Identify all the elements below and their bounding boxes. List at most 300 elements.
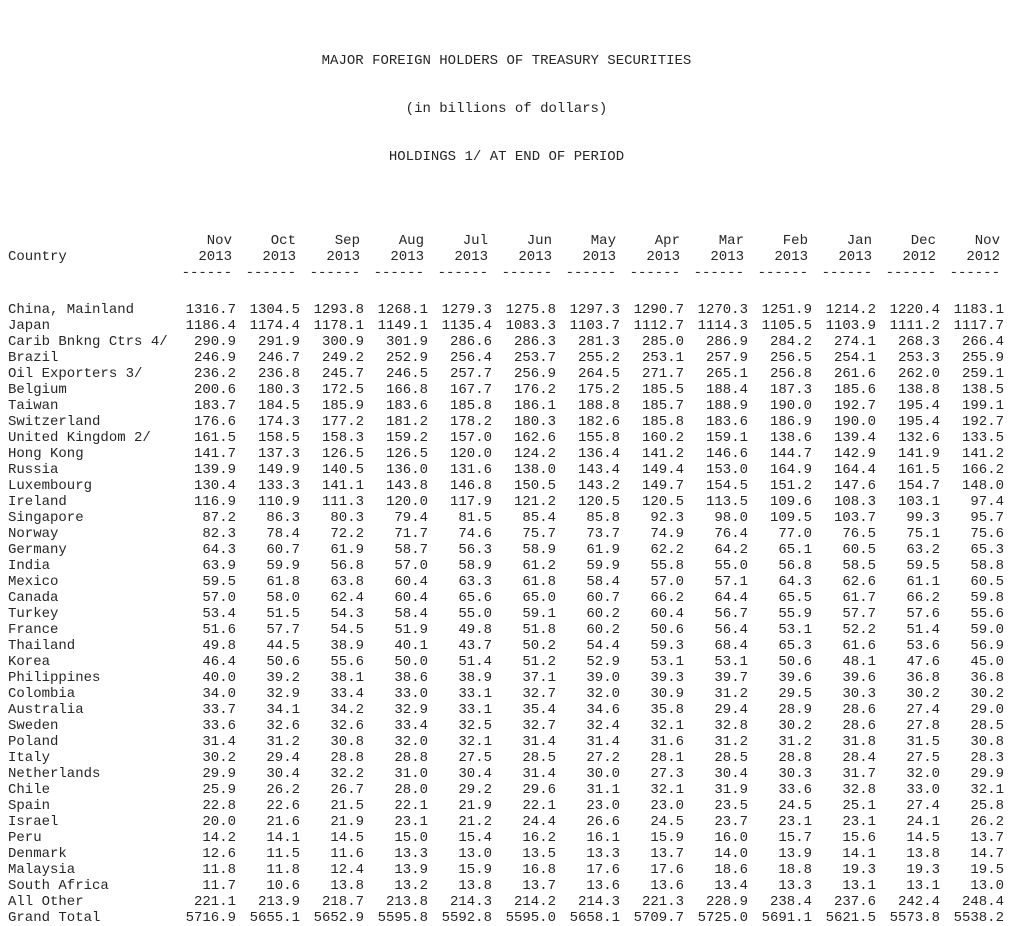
value-cell: 79.4 [394,510,428,526]
value-cell: 120.5 [641,494,684,510]
value-cell: 53.4 [202,606,236,622]
value-cell: 60.5 [970,574,1004,590]
value-cell: 1178.1 [313,318,364,334]
value-cell: 61.8 [522,574,556,590]
value-cell: 181.2 [385,414,428,430]
country-cell: Singapore [8,510,84,526]
value-cell: 17.6 [586,862,620,878]
value-cell: 60.5 [842,542,876,558]
table-row [0,734,1013,750]
country-cell: Switzerland [8,414,101,430]
value-cell: 26.2 [266,782,300,798]
value-cell: 32.6 [266,718,300,734]
value-cell: 63.9 [202,558,236,574]
value-cell: 61.9 [330,542,364,558]
value-cell: 264.5 [577,366,620,382]
column-separator: ------ [821,265,872,281]
column-separator: ------ [309,265,360,281]
value-cell: 32.8 [842,782,876,798]
column-separator: ------ [437,265,488,281]
value-cell: 213.9 [257,894,300,910]
table-row [0,878,1013,894]
country-cell: Israel [8,814,59,830]
value-cell: 286.6 [449,334,492,350]
value-cell: 30.4 [458,766,492,782]
value-cell: 60.2 [586,606,620,622]
value-cell: 281.3 [577,334,620,350]
value-cell: 111.3 [321,494,364,510]
value-cell: 17.6 [650,862,684,878]
value-cell: 176.6 [193,414,236,430]
value-cell: 31.5 [906,734,940,750]
value-cell: 33.4 [330,686,364,702]
value-cell: 183.7 [193,398,236,414]
value-cell: 13.9 [394,862,428,878]
table-row [0,574,1013,590]
column-separator: ------ [181,265,232,281]
value-cell: 65.5 [778,590,812,606]
value-cell: 40.0 [202,670,236,686]
value-cell: 57.7 [266,622,300,638]
value-cell: 11.7 [202,878,236,894]
value-cell: 55.0 [458,606,492,622]
value-cell: 25.1 [842,798,876,814]
value-cell: 14.0 [714,846,748,862]
value-cell: 13.3 [586,846,620,862]
value-cell: 14.7 [970,846,1004,862]
value-cell: 183.6 [705,414,748,430]
value-cell: 5655.1 [249,910,300,926]
value-cell: 51.8 [522,622,556,638]
country-cell: Sweden [8,718,59,734]
value-cell: 161.5 [193,430,236,446]
value-cell: 59.8 [970,590,1004,606]
value-cell: 31.2 [778,734,812,750]
value-cell: 55.8 [650,558,684,574]
value-cell: 13.6 [650,878,684,894]
value-cell: 29.2 [458,782,492,798]
value-cell: 24.5 [650,814,684,830]
value-cell: 1105.5 [761,318,812,334]
table-row [0,430,1013,446]
value-cell: 24.1 [906,814,940,830]
value-cell: 27.5 [906,750,940,766]
value-cell: 1114.3 [697,318,748,334]
value-cell: 97.4 [970,494,1004,510]
value-cell: 27.4 [906,798,940,814]
value-cell: 141.7 [193,446,236,462]
title-line-1: MAJOR FOREIGN HOLDERS OF TREASURY SECURITIES [321,53,692,69]
value-cell: 23.1 [394,814,428,830]
value-cell: 63.2 [906,542,940,558]
country-cell: Korea [8,654,51,670]
value-cell: 61.1 [906,574,940,590]
column-year-label: 2013 [646,249,680,265]
value-cell: 175.2 [577,382,620,398]
value-cell: 31.4 [522,766,556,782]
value-cell: 238.4 [769,894,812,910]
value-cell: 65.1 [778,542,812,558]
value-cell: 27.2 [586,750,620,766]
value-cell: 166.2 [961,462,1004,478]
value-cell: 26.7 [330,782,364,798]
value-cell: 65.6 [458,590,492,606]
value-cell: 214.3 [449,894,492,910]
value-cell: 61.2 [522,558,556,574]
value-cell: 65.3 [970,542,1004,558]
table-row [0,318,1013,334]
value-cell: 65.0 [522,590,556,606]
country-cell: Australia [8,702,84,718]
table-row [0,830,1013,846]
table-row [0,718,1013,734]
value-cell: 53.6 [906,638,940,654]
value-cell: 259.1 [961,366,1004,382]
value-cell: 34.2 [330,702,364,718]
value-cell: 286.9 [705,334,748,350]
column-month-label: Oct [270,233,296,249]
value-cell: 29.0 [970,702,1004,718]
value-cell: 37.1 [522,670,556,686]
value-cell: 155.8 [577,430,620,446]
table-row [0,446,1013,462]
value-cell: 33.0 [394,686,428,702]
value-cell: 21.6 [266,814,300,830]
value-cell: 246.7 [257,350,300,366]
value-cell: 103.7 [833,510,876,526]
value-cell: 136.4 [577,446,620,462]
value-cell: 285.0 [641,334,684,350]
value-cell: 141.2 [641,446,684,462]
country-cell: Denmark [8,846,67,862]
value-cell: 85.8 [586,510,620,526]
value-cell: 180.3 [513,414,556,430]
value-cell: 185.5 [641,382,684,398]
table-row [0,526,1013,542]
value-cell: 29.5 [778,686,812,702]
value-cell: 68.4 [714,638,748,654]
column-separator: ------ [693,265,744,281]
value-cell: 30.2 [778,718,812,734]
value-cell: 32.9 [266,686,300,702]
value-cell: 1316.7 [185,302,236,318]
column-separator: ------ [501,265,552,281]
value-cell: 31.4 [586,734,620,750]
value-cell: 255.9 [961,350,1004,366]
value-cell: 59.1 [522,606,556,622]
country-cell: Turkey [8,606,59,622]
value-cell: 218.7 [321,894,364,910]
value-cell: 64.4 [714,590,748,606]
table-row [0,702,1013,718]
value-cell: 120.0 [449,446,492,462]
value-cell: 40.1 [394,638,428,654]
value-cell: 113.5 [705,494,748,510]
value-cell: 60.4 [394,574,428,590]
table-row [0,334,1013,350]
value-cell: 82.3 [202,526,236,542]
value-cell: 19.3 [906,862,940,878]
value-cell: 188.8 [577,398,620,414]
value-cell: 61.9 [586,542,620,558]
value-cell: 183.6 [385,398,428,414]
value-cell: 60.4 [394,590,428,606]
country-cell: Luxembourg [8,478,93,494]
value-cell: 34.6 [586,702,620,718]
value-cell: 11.5 [266,846,300,862]
value-cell: 182.6 [577,414,620,430]
value-cell: 195.4 [897,414,940,430]
value-cell: 162.6 [513,430,556,446]
value-cell: 257.7 [449,366,492,382]
value-cell: 5621.5 [825,910,876,926]
value-cell: 39.0 [586,670,620,686]
value-cell: 33.6 [778,782,812,798]
value-cell: 20.0 [202,814,236,830]
value-cell: 154.7 [897,478,940,494]
value-cell: 30.4 [714,766,748,782]
value-cell: 265.1 [705,366,748,382]
column-year-label: 2013 [390,249,424,265]
column-year-label: 2013 [838,249,872,265]
value-cell: 153.0 [705,462,748,478]
value-cell: 61.6 [842,638,876,654]
value-cell: 14.2 [202,830,236,846]
value-cell: 59.5 [906,558,940,574]
value-cell: 45.0 [970,654,1004,670]
column-year-label: 2013 [262,249,296,265]
column-year-label: 2012 [966,249,1000,265]
value-cell: 21.9 [330,814,364,830]
value-cell: 108.3 [833,494,876,510]
value-cell: 51.4 [458,654,492,670]
value-cell: 60.4 [650,606,684,622]
value-cell: 22.1 [522,798,556,814]
value-cell: 32.0 [394,734,428,750]
value-cell: 33.6 [202,718,236,734]
value-cell: 16.0 [714,830,748,846]
value-cell: 1174.4 [249,318,300,334]
value-cell: 192.7 [961,414,1004,430]
table-row [0,782,1013,798]
value-cell: 131.6 [449,462,492,478]
column-month-label: Nov [206,233,232,249]
country-cell: South Africa [8,878,109,894]
table-row [0,862,1013,878]
value-cell: 5592.8 [441,910,492,926]
value-cell: 22.1 [394,798,428,814]
value-cell: 132.6 [897,430,940,446]
value-cell: 103.1 [897,494,940,510]
value-cell: 53.1 [714,654,748,670]
value-cell: 57.0 [650,574,684,590]
value-cell: 1083.3 [505,318,556,334]
value-cell: 34.1 [266,702,300,718]
value-cell: 30.8 [330,734,364,750]
value-cell: 256.4 [449,350,492,366]
value-cell: 98.0 [714,510,748,526]
value-cell: 56.8 [778,558,812,574]
value-cell: 290.9 [193,334,236,350]
value-cell: 31.7 [842,766,876,782]
country-cell: Belgium [8,382,67,398]
value-cell: 274.1 [833,334,876,350]
value-cell: 47.6 [906,654,940,670]
value-cell: 1297.3 [569,302,620,318]
column-year-label: 2013 [454,249,488,265]
value-cell: 148.0 [961,478,1004,494]
value-cell: 253.3 [897,350,940,366]
column-year-label: 2013 [198,249,232,265]
value-cell: 53.1 [650,654,684,670]
value-cell: 31.8 [842,734,876,750]
value-cell: 30.0 [586,766,620,782]
value-cell: 51.9 [394,622,428,638]
value-cell: 255.2 [577,350,620,366]
value-cell: 144.7 [769,446,812,462]
value-cell: 54.5 [330,622,364,638]
value-cell: 32.7 [522,718,556,734]
value-cell: 31.2 [714,734,748,750]
value-cell: 11.8 [202,862,236,878]
value-cell: 5595.0 [505,910,556,926]
value-cell: 32.8 [714,718,748,734]
value-cell: 1268.1 [377,302,428,318]
value-cell: 120.5 [577,494,620,510]
value-cell: 5658.1 [569,910,620,926]
country-cell: Mexico [8,574,59,590]
value-cell: 187.3 [769,382,812,398]
value-cell: 117.9 [449,494,492,510]
value-cell: 18.8 [778,862,812,878]
value-cell: 133.5 [961,430,1004,446]
value-cell: 249.2 [321,350,364,366]
value-cell: 256.5 [769,350,812,366]
value-cell: 109.5 [769,510,812,526]
value-cell: 43.7 [458,638,492,654]
column-month-label: Feb [782,233,808,249]
value-cell: 28.5 [522,750,556,766]
value-cell: 11.8 [266,862,300,878]
value-cell: 126.5 [321,446,364,462]
value-cell: 186.1 [513,398,556,414]
value-cell: 126.5 [385,446,428,462]
value-cell: 13.8 [458,878,492,894]
value-cell: 5691.1 [761,910,812,926]
value-cell: 159.1 [705,430,748,446]
value-cell: 99.3 [906,510,940,526]
value-cell: 32.7 [522,686,556,702]
value-cell: 59.0 [970,622,1004,638]
value-cell: 15.9 [458,862,492,878]
value-cell: 1103.7 [569,318,620,334]
value-cell: 23.7 [714,814,748,830]
value-cell: 76.5 [842,526,876,542]
country-cell: China, Mainland [8,302,135,318]
value-cell: 141.1 [321,478,364,494]
value-cell: 1279.3 [441,302,492,318]
value-cell: 29.9 [202,766,236,782]
value-cell: 49.8 [458,622,492,638]
value-cell: 1149.1 [377,318,428,334]
value-cell: 36.8 [970,670,1004,686]
value-cell: 1117.7 [953,318,1004,334]
value-cell: 242.4 [897,894,940,910]
table-row [0,766,1013,782]
title-line-2: (in billions of dollars) [405,101,608,117]
country-cell: Oil Exporters 3/ [8,366,143,382]
value-cell: 1290.7 [633,302,684,318]
value-cell: 5652.9 [313,910,364,926]
value-cell: 22.6 [266,798,300,814]
country-cell: Italy [8,750,51,766]
value-cell: 188.4 [705,382,748,398]
value-cell: 138.5 [961,382,1004,398]
value-cell: 5716.9 [185,910,236,926]
value-cell: 185.7 [641,398,684,414]
table-row [0,846,1013,862]
value-cell: 31.4 [202,734,236,750]
value-cell: 236.2 [193,366,236,382]
value-cell: 15.9 [650,830,684,846]
value-cell: 245.7 [321,366,364,382]
value-cell: 154.5 [705,478,748,494]
value-cell: 32.0 [906,766,940,782]
value-cell: 62.2 [650,542,684,558]
value-cell: 30.2 [906,686,940,702]
value-cell: 13.3 [778,878,812,894]
value-cell: 184.5 [257,398,300,414]
value-cell: 291.9 [257,334,300,350]
value-cell: 143.4 [577,462,620,478]
value-cell: 23.5 [714,798,748,814]
value-cell: 87.2 [202,510,236,526]
value-cell: 66.2 [906,590,940,606]
column-month-label: Aug [398,233,424,249]
value-cell: 195.4 [897,398,940,414]
value-cell: 166.8 [385,382,428,398]
value-cell: 1112.7 [633,318,684,334]
table-row [0,350,1013,366]
column-separator: ------ [885,265,936,281]
column-separator: ------ [565,265,616,281]
value-cell: 172.5 [321,382,364,398]
value-cell: 33.4 [394,718,428,734]
value-cell: 1270.3 [697,302,748,318]
value-cell: 26.2 [970,814,1004,830]
value-cell: 253.7 [513,350,556,366]
value-cell: 1183.1 [953,302,1004,318]
value-cell: 39.2 [266,670,300,686]
value-cell: 300.9 [321,334,364,350]
value-cell: 28.8 [330,750,364,766]
column-month-label: Jan [846,233,872,249]
value-cell: 139.9 [193,462,236,478]
value-cell: 137.3 [257,446,300,462]
value-cell: 60.7 [266,542,300,558]
value-cell: 28.4 [842,750,876,766]
value-cell: 39.6 [842,670,876,686]
value-cell: 23.0 [586,798,620,814]
column-separator: ------ [629,265,680,281]
value-cell: 77.0 [778,526,812,542]
value-cell: 21.2 [458,814,492,830]
value-cell: 261.6 [833,366,876,382]
value-cell: 75.6 [970,526,1004,542]
table-row [0,510,1013,526]
column-month-label: Jul [462,233,488,249]
table-row [0,670,1013,686]
